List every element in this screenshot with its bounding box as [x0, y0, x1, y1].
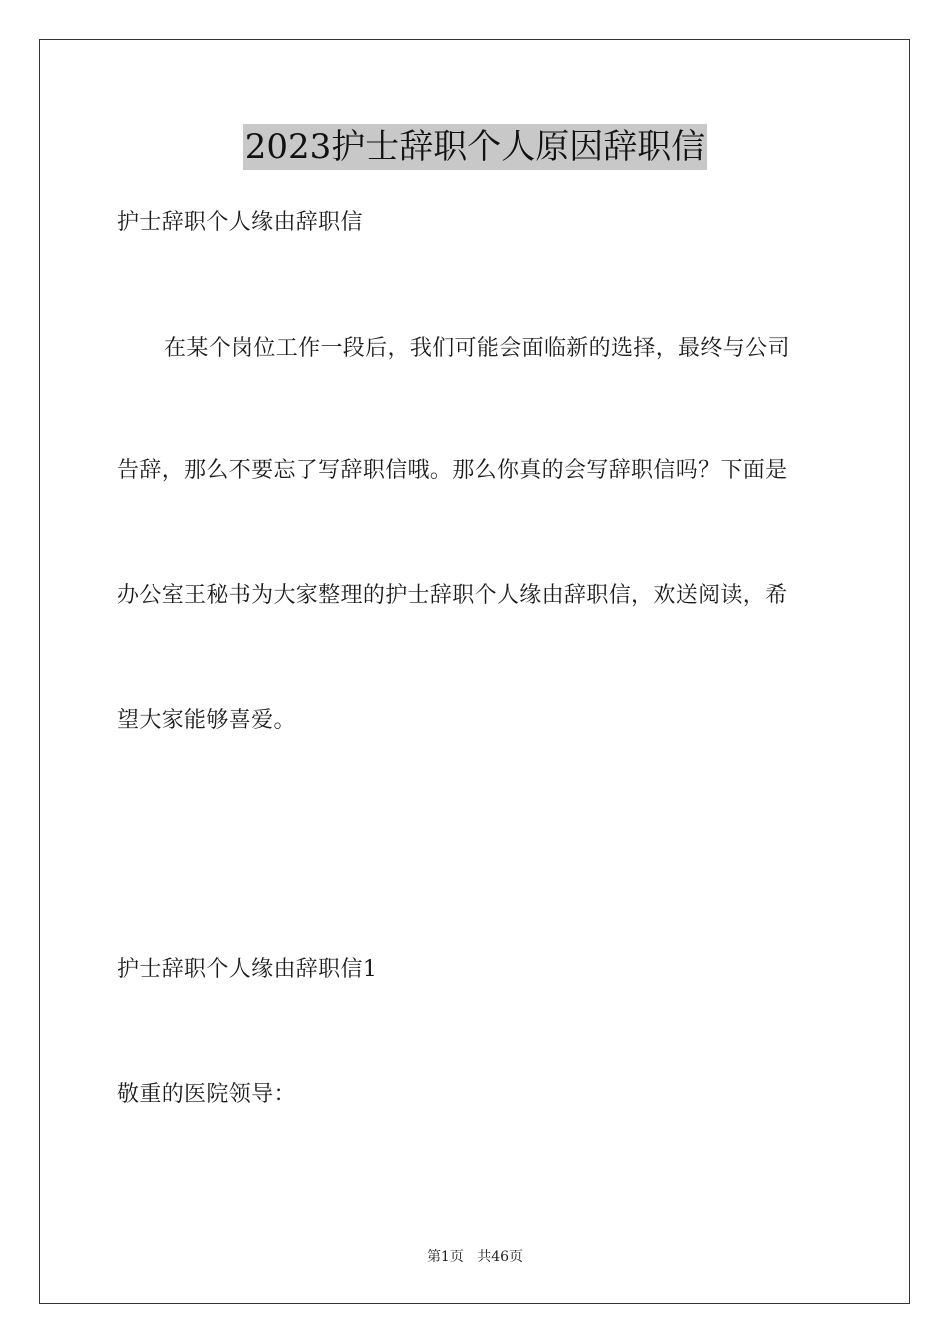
section-heading: 护士辞职个人缘由辞职信1: [117, 957, 378, 982]
document-title: 2023护士辞职个人原因辞职信: [243, 124, 708, 170]
total-pages: 共46页: [477, 1249, 524, 1265]
title-container: [0, 124, 950, 170]
page-number: 第1页: [426, 1249, 464, 1265]
salutation: 敬重的医院领导：: [117, 1082, 296, 1107]
intro-line-2: 告辞，那么不要忘了写辞职信哦。那么你真的会写辞职信吗？下面是: [117, 458, 788, 483]
intro-line-4: 望大家能够喜爱。: [117, 708, 296, 733]
intro-line-3: 办公室王秘书为大家整理的护士辞职个人缘由辞职信，欢送阅读，希: [117, 583, 788, 608]
document-subtitle: 护士辞职个人缘由辞职信: [117, 210, 363, 235]
page-footer: [0, 1247, 950, 1267]
intro-line-1: 在某个岗位工作一段后，我们可能会面临新的选择，最终与公司: [164, 336, 790, 361]
